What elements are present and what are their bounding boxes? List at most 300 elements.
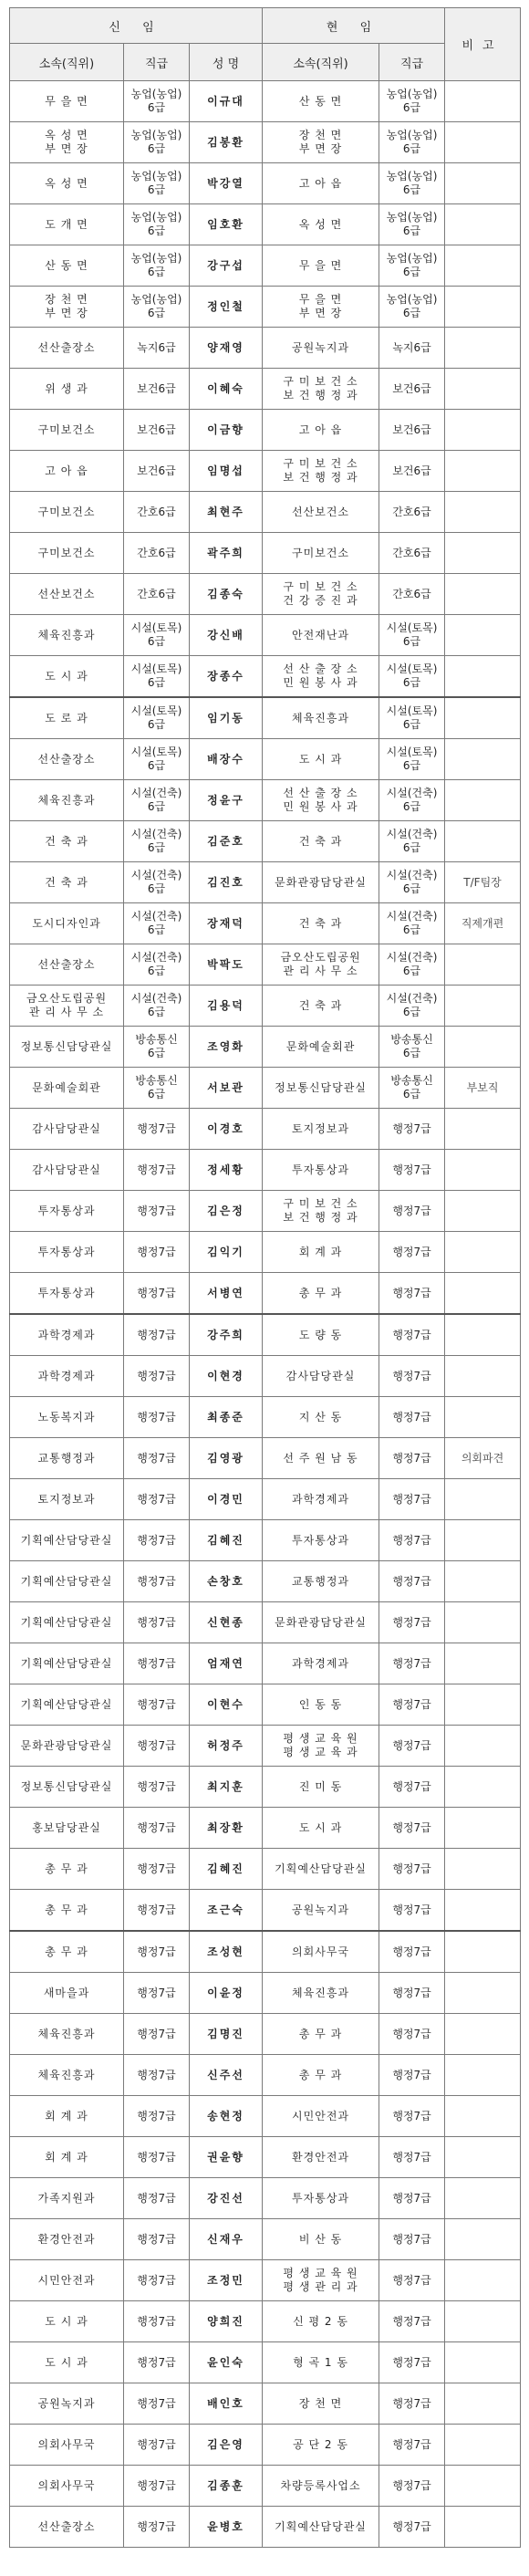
current-dept-cell: 기획예산담당관실 xyxy=(263,2507,379,2548)
current-rank-cell: 농업(농업) 6급 xyxy=(379,204,445,245)
name-cell: 박강열 xyxy=(190,163,263,204)
new-dept-cell: 토지정보과 xyxy=(10,1479,124,1520)
new-dept-cell: 구미보건소 xyxy=(10,533,124,574)
current-dept-cell: 정보통신담당관실 xyxy=(263,1068,379,1109)
new-dept-cell: 옥 성 면 부 면 장 xyxy=(10,122,124,163)
current-dept-cell: 회 계 과 xyxy=(263,1232,379,1273)
table-row xyxy=(10,1397,521,1438)
current-dept-cell: 총 무 과 xyxy=(263,1273,379,1315)
new-rank-cell: 행정7급 xyxy=(124,1561,190,1602)
name-cell: 김진호 xyxy=(190,862,263,903)
table-row xyxy=(10,245,521,287)
new-dept-cell: 도 시 과 xyxy=(10,2342,124,2383)
table-row xyxy=(10,2096,521,2137)
table-row xyxy=(10,1808,521,1849)
current-dept-cell: 시민안전과 xyxy=(263,2096,379,2137)
table-row xyxy=(10,287,521,328)
remark-cell xyxy=(445,1643,521,1684)
remark-cell xyxy=(445,944,521,986)
remark-cell: 부보직 xyxy=(445,1068,521,1109)
remark-cell xyxy=(445,204,521,245)
remark-cell xyxy=(445,1314,521,1356)
new-rank-cell: 행정7급 xyxy=(124,2055,190,2096)
name-cell: 최지훈 xyxy=(190,1767,263,1808)
current-rank-cell: 시설(건축) 6급 xyxy=(379,821,445,862)
current-dept-cell: 체육진흥과 xyxy=(263,697,379,739)
new-dept-cell: 선산출장소 xyxy=(10,739,124,780)
table-row xyxy=(10,533,521,574)
current-dept-cell: 옥 성 면 xyxy=(263,204,379,245)
table-body xyxy=(10,81,521,2548)
current-rank-cell: 행정7급 xyxy=(379,1520,445,1561)
name-cell: 엄재연 xyxy=(190,1643,263,1684)
new-rank-cell: 보건6급 xyxy=(124,369,190,410)
new-rank-cell: 간호6급 xyxy=(124,574,190,615)
new-rank-cell: 방송통신 6급 xyxy=(124,1068,190,1109)
current-rank-cell: 행정7급 xyxy=(379,1232,445,1273)
table-row xyxy=(10,1273,521,1315)
current-rank-cell: 행정7급 xyxy=(379,2219,445,2260)
new-rank-cell: 행정7급 xyxy=(124,1109,190,1150)
current-rank-cell: 행정7급 xyxy=(379,2014,445,2055)
new-dept-cell: 도 로 과 xyxy=(10,697,124,739)
new-rank-cell: 행정7급 xyxy=(124,2014,190,2055)
name-cell: 강주희 xyxy=(190,1314,263,1356)
table-row xyxy=(10,2507,521,2548)
name-cell: 권윤향 xyxy=(190,2137,263,2178)
remark-cell xyxy=(445,287,521,328)
personnel-table-wrapper xyxy=(9,7,520,2548)
new-dept-cell: 가족지원과 xyxy=(10,2178,124,2219)
name-cell: 최장환 xyxy=(190,1808,263,1849)
new-rank-cell: 농업(농업) 6급 xyxy=(124,163,190,204)
table-row xyxy=(10,944,521,986)
table-row xyxy=(10,1232,521,1273)
new-dept-cell: 정보통신담당관실 xyxy=(10,1767,124,1808)
new-rank-cell: 시설(토목) 6급 xyxy=(124,697,190,739)
current-rank-cell: 행정7급 xyxy=(379,2055,445,2096)
remark-cell xyxy=(445,1767,521,1808)
table-row xyxy=(10,1520,521,1561)
table-row xyxy=(10,2260,521,2301)
new-dept-cell: 기획예산담당관실 xyxy=(10,1684,124,1726)
current-rank-cell: 간호6급 xyxy=(379,492,445,533)
current-dept-cell: 장 천 면 부 면 장 xyxy=(263,122,379,163)
new-rank-cell: 농업(농업) 6급 xyxy=(124,245,190,287)
current-rank-cell: 행정7급 xyxy=(379,2425,445,2466)
new-rank-cell: 시설(건축) 6급 xyxy=(124,944,190,986)
new-dept-cell: 산 동 면 xyxy=(10,245,124,287)
table-row xyxy=(10,1027,521,1068)
remark-cell xyxy=(445,615,521,656)
current-rank-cell: 시설(토목) 6급 xyxy=(379,615,445,656)
remark-header: 비고 xyxy=(445,8,521,81)
new-dept-cell: 감사담당관실 xyxy=(10,1109,124,1150)
new-rank-cell: 행정7급 xyxy=(124,1849,190,1890)
remark-cell xyxy=(445,2014,521,2055)
table-row xyxy=(10,780,521,821)
current-rank-cell: 행정7급 xyxy=(379,1479,445,1520)
current-dept-cell: 무 을 면 xyxy=(263,245,379,287)
name-cell: 정인철 xyxy=(190,287,263,328)
new-rank-cell: 행정7급 xyxy=(124,1931,190,1973)
remark-cell xyxy=(445,2137,521,2178)
table-row xyxy=(10,2219,521,2260)
new-rank-cell: 행정7급 xyxy=(124,2301,190,2342)
new-dept-cell: 의회사무국 xyxy=(10,2466,124,2507)
current-rank-cell: 행정7급 xyxy=(379,1890,445,1932)
name-cell: 양재영 xyxy=(190,328,263,369)
current-rank-cell: 행정7급 xyxy=(379,1602,445,1643)
name-cell: 조성현 xyxy=(190,1931,263,1973)
current-rank-cell: 방송통신 6급 xyxy=(379,1027,445,1068)
name-cell: 윤인숙 xyxy=(190,2342,263,2383)
current-dept-cell: 문화예술회관 xyxy=(263,1027,379,1068)
remark-cell xyxy=(445,2260,521,2301)
remark-cell xyxy=(445,2466,521,2507)
table-row xyxy=(10,1726,521,1767)
remark-cell xyxy=(445,656,521,698)
table-row xyxy=(10,697,521,739)
remark-cell xyxy=(445,81,521,122)
remark-cell xyxy=(445,1849,521,1890)
name-cell: 이현수 xyxy=(190,1684,263,1726)
table-row xyxy=(10,903,521,944)
table-row xyxy=(10,1479,521,1520)
remark-cell xyxy=(445,369,521,410)
current-dept-cell: 환경안전과 xyxy=(263,2137,379,2178)
current-dept-cell: 문화관광담당관실 xyxy=(263,1602,379,1643)
new-rank-cell: 농업(농업) 6급 xyxy=(124,287,190,328)
current-rank-cell: 행정7급 xyxy=(379,1356,445,1397)
new-dept-cell: 문화관광담당관실 xyxy=(10,1726,124,1767)
new-rank-cell: 행정7급 xyxy=(124,1191,190,1232)
name-cell: 김혜진 xyxy=(190,1849,263,1890)
current-dept-cell: 공원녹지과 xyxy=(263,1890,379,1932)
name-cell: 박팍도 xyxy=(190,944,263,986)
current-rank-cell: 간호6급 xyxy=(379,574,445,615)
remark-cell xyxy=(445,1520,521,1561)
new-dept-cell: 선산출장소 xyxy=(10,2507,124,2548)
new-dept-cell: 홍보담당관실 xyxy=(10,1808,124,1849)
current-dept-cell: 구 미 보 건 소 보 건 행 정 과 xyxy=(263,451,379,492)
remark-cell xyxy=(445,2219,521,2260)
current-rank-cell: 행정7급 xyxy=(379,1931,445,1973)
remark-cell xyxy=(445,697,521,739)
current-rank-cell: 행정7급 xyxy=(379,1973,445,2014)
table-row xyxy=(10,1561,521,1602)
current-dept-cell: 선 산 출 장 소 민 원 봉 사 과 xyxy=(263,656,379,698)
new-dept-cell: 도 시 과 xyxy=(10,656,124,698)
new-dept-cell: 공원녹지과 xyxy=(10,2383,124,2425)
remark-cell xyxy=(445,328,521,369)
table-row xyxy=(10,328,521,369)
new-dept-cell: 장 천 면 부 면 장 xyxy=(10,287,124,328)
remark-cell: T/F팀장 xyxy=(445,862,521,903)
name-cell: 임기동 xyxy=(190,697,263,739)
new-dept-cell: 총 무 과 xyxy=(10,1931,124,1973)
name-cell: 신주선 xyxy=(190,2055,263,2096)
table-row xyxy=(10,2014,521,2055)
name-cell: 배장수 xyxy=(190,739,263,780)
remark-cell xyxy=(445,2383,521,2425)
table-row xyxy=(10,1150,521,1191)
table-row xyxy=(10,410,521,451)
current-dept-cell: 건 축 과 xyxy=(263,821,379,862)
current-rank-cell: 행정7급 xyxy=(379,1767,445,1808)
new-rank-cell: 행정7급 xyxy=(124,1397,190,1438)
new-dept-cell: 의회사무국 xyxy=(10,2425,124,2466)
new-dept-cell: 선산출장소 xyxy=(10,328,124,369)
name-cell: 김봉환 xyxy=(190,122,263,163)
name-cell: 이혜숙 xyxy=(190,369,263,410)
table-row xyxy=(10,1314,521,1356)
current-rank-cell: 행정7급 xyxy=(379,1561,445,1602)
name-cell: 강구섭 xyxy=(190,245,263,287)
current-rank-cell: 행정7급 xyxy=(379,1643,445,1684)
table-row xyxy=(10,2342,521,2383)
table-row xyxy=(10,1068,521,1109)
table-row xyxy=(10,986,521,1027)
remark-cell xyxy=(445,1684,521,1726)
new-rank-cell: 행정7급 xyxy=(124,2219,190,2260)
name-cell: 김은정 xyxy=(190,1191,263,1232)
current-rank-cell: 농업(농업) 6급 xyxy=(379,287,445,328)
new-dept-cell: 총 무 과 xyxy=(10,1890,124,1932)
new-dept-cell: 금오산도립공원 관 리 사 무 소 xyxy=(10,986,124,1027)
table-row xyxy=(10,1356,521,1397)
new-dept-cell: 선산보건소 xyxy=(10,574,124,615)
current-rank-cell: 행정7급 xyxy=(379,1191,445,1232)
name-cell: 김혜진 xyxy=(190,1520,263,1561)
current-rank-cell: 간호6급 xyxy=(379,533,445,574)
current-dept-cell: 건 축 과 xyxy=(263,903,379,944)
current-rank-header: 직급 xyxy=(379,44,445,81)
new-dept-cell: 환경안전과 xyxy=(10,2219,124,2260)
current-rank-cell: 행정7급 xyxy=(379,1808,445,1849)
table-row xyxy=(10,81,521,122)
current-rank-cell: 행정7급 xyxy=(379,1109,445,1150)
current-dept-cell: 도 시 과 xyxy=(263,739,379,780)
remark-cell xyxy=(445,1191,521,1232)
current-dept-cell: 무 을 면 부 면 장 xyxy=(263,287,379,328)
name-cell: 손창호 xyxy=(190,1561,263,1602)
name-cell: 윤병호 xyxy=(190,2507,263,2548)
remark-cell xyxy=(445,2507,521,2548)
current-rank-cell: 농업(농업) 6급 xyxy=(379,245,445,287)
name-cell: 이금향 xyxy=(190,410,263,451)
current-dept-cell: 구미보건소 xyxy=(263,533,379,574)
current-dept-cell: 공 단 2 동 xyxy=(263,2425,379,2466)
new-rank-cell: 행정7급 xyxy=(124,2096,190,2137)
remark-cell xyxy=(445,1273,521,1315)
table-row xyxy=(10,656,521,698)
current-rank-cell: 보건6급 xyxy=(379,451,445,492)
table-row xyxy=(10,1973,521,2014)
new-dept-cell: 옥 성 면 xyxy=(10,163,124,204)
current-rank-cell: 행정7급 xyxy=(379,2137,445,2178)
current-dept-cell: 건 축 과 xyxy=(263,986,379,1027)
table-row xyxy=(10,1849,521,1890)
new-dept-cell: 기획예산담당관실 xyxy=(10,1643,124,1684)
new-dept-cell: 투자통상과 xyxy=(10,1232,124,1273)
current-rank-cell: 행정7급 xyxy=(379,1397,445,1438)
current-dept-cell: 차량등록사업소 xyxy=(263,2466,379,2507)
table-row xyxy=(10,2137,521,2178)
table-row xyxy=(10,1890,521,1932)
current-rank-cell: 행정7급 xyxy=(379,2383,445,2425)
new-dept-cell: 체육진흥과 xyxy=(10,615,124,656)
new-rank-cell: 행정7급 xyxy=(124,1684,190,1726)
new-dept-cell: 문화예술회관 xyxy=(10,1068,124,1109)
current-rank-cell: 시설(건축) 6급 xyxy=(379,986,445,1027)
current-rank-cell: 녹지6급 xyxy=(379,328,445,369)
remark-cell xyxy=(445,780,521,821)
current-dept-cell: 신 평 2 동 xyxy=(263,2301,379,2342)
current-rank-cell: 보건6급 xyxy=(379,410,445,451)
table-row xyxy=(10,2301,521,2342)
table-row xyxy=(10,862,521,903)
table-row xyxy=(10,1602,521,1643)
current-dept-cell: 기획예산담당관실 xyxy=(263,1849,379,1890)
table-row xyxy=(10,1684,521,1726)
current-dept-cell: 총 무 과 xyxy=(263,2014,379,2055)
new-rank-cell: 행정7급 xyxy=(124,1643,190,1684)
name-cell: 정세황 xyxy=(190,1150,263,1191)
current-dept-cell: 고 아 읍 xyxy=(263,410,379,451)
new-dept-header: 소속(직위) xyxy=(10,44,124,81)
new-rank-cell: 행정7급 xyxy=(124,2383,190,2425)
new-dept-cell: 감사담당관실 xyxy=(10,1150,124,1191)
new-rank-cell: 시설(건축) 6급 xyxy=(124,862,190,903)
remark-cell xyxy=(445,492,521,533)
remark-cell xyxy=(445,451,521,492)
table-row xyxy=(10,1438,521,1479)
current-rank-cell: 행정7급 xyxy=(379,2342,445,2383)
new-rank-cell: 행정7급 xyxy=(124,1356,190,1397)
name-cell: 곽주희 xyxy=(190,533,263,574)
remark-cell xyxy=(445,986,521,1027)
remark-cell xyxy=(445,1890,521,1932)
new-rank-cell: 행정7급 xyxy=(124,1520,190,1561)
remark-cell xyxy=(445,2342,521,2383)
remark-cell xyxy=(445,2096,521,2137)
new-rank-cell: 방송통신 6급 xyxy=(124,1027,190,1068)
current-dept-cell: 교통행정과 xyxy=(263,1561,379,1602)
new-rank-cell: 행정7급 xyxy=(124,1726,190,1767)
table-row xyxy=(10,1931,521,1973)
new-dept-cell: 위 생 과 xyxy=(10,369,124,410)
new-rank-cell: 행정7급 xyxy=(124,1479,190,1520)
name-cell: 조영화 xyxy=(190,1027,263,1068)
new-dept-cell: 회 계 과 xyxy=(10,2096,124,2137)
new-rank-cell: 행정7급 xyxy=(124,1808,190,1849)
current-dept-cell: 토지정보과 xyxy=(263,1109,379,1150)
remark-cell xyxy=(445,1931,521,1973)
new-dept-cell: 교통행정과 xyxy=(10,1438,124,1479)
remark-cell xyxy=(445,2178,521,2219)
remark-cell xyxy=(445,1973,521,2014)
new-dept-cell: 정보통신담당관실 xyxy=(10,1027,124,1068)
current-dept-cell: 비 산 동 xyxy=(263,2219,379,2260)
current-dept-cell: 선 산 출 장 소 민 원 봉 사 과 xyxy=(263,780,379,821)
remark-cell xyxy=(445,739,521,780)
name-cell: 임호환 xyxy=(190,204,263,245)
remark-cell: 직제개편 xyxy=(445,903,521,944)
table-row xyxy=(10,821,521,862)
table-row xyxy=(10,1191,521,1232)
table-row xyxy=(10,492,521,533)
name-cell: 허정주 xyxy=(190,1726,263,1767)
new-rank-cell: 행정7급 xyxy=(124,1314,190,1356)
remark-cell xyxy=(445,1561,521,1602)
current-dept-cell: 투자통상과 xyxy=(263,1520,379,1561)
new-rank-cell: 행정7급 xyxy=(124,1767,190,1808)
name-cell: 김은영 xyxy=(190,2425,263,2466)
name-cell: 배인호 xyxy=(190,2383,263,2425)
remark-cell xyxy=(445,1356,521,1397)
current-dept-cell: 총 무 과 xyxy=(263,2055,379,2096)
remark-cell xyxy=(445,245,521,287)
name-cell: 정윤구 xyxy=(190,780,263,821)
new-rank-cell: 행정7급 xyxy=(124,2425,190,2466)
new-rank-cell: 시설(건축) 6급 xyxy=(124,780,190,821)
new-rank-cell: 행정7급 xyxy=(124,1602,190,1643)
remark-cell xyxy=(445,1232,521,1273)
current-dept-cell: 도 량 동 xyxy=(263,1314,379,1356)
current-dept-cell: 도 시 과 xyxy=(263,1808,379,1849)
current-rank-cell: 행정7급 xyxy=(379,1273,445,1315)
table-row xyxy=(10,739,521,780)
name-cell: 조정민 xyxy=(190,2260,263,2301)
new-dept-cell: 노동복지과 xyxy=(10,1397,124,1438)
current-dept-cell: 평 생 교 육 원 평 생 교 육 과 xyxy=(263,1726,379,1767)
table-row xyxy=(10,2466,521,2507)
new-dept-cell: 기획예산담당관실 xyxy=(10,1561,124,1602)
current-rank-cell: 행정7급 xyxy=(379,2507,445,2548)
table-row xyxy=(10,1643,521,1684)
remark-cell xyxy=(445,1150,521,1191)
new-rank-cell: 녹지6급 xyxy=(124,328,190,369)
current-rank-cell: 행정7급 xyxy=(379,2466,445,2507)
remark-cell xyxy=(445,1479,521,1520)
table-row xyxy=(10,163,521,204)
new-dept-cell: 과학경제과 xyxy=(10,1314,124,1356)
new-rank-cell: 행정7급 xyxy=(124,1438,190,1479)
new-dept-cell: 새마을과 xyxy=(10,1973,124,2014)
table-row xyxy=(10,2178,521,2219)
current-rank-cell: 행정7급 xyxy=(379,2096,445,2137)
new-dept-cell: 체육진흥과 xyxy=(10,2055,124,2096)
new-dept-cell: 고 아 읍 xyxy=(10,451,124,492)
new-dept-cell: 도 시 과 xyxy=(10,2301,124,2342)
new-dept-cell: 시민안전과 xyxy=(10,2260,124,2301)
new-dept-cell: 투자통상과 xyxy=(10,1191,124,1232)
name-cell: 서병연 xyxy=(190,1273,263,1315)
remark-cell xyxy=(445,163,521,204)
new-rank-cell: 시설(건축) 6급 xyxy=(124,821,190,862)
table-row xyxy=(10,615,521,656)
name-cell: 최현주 xyxy=(190,492,263,533)
table-row xyxy=(10,369,521,410)
current-rank-cell: 행정7급 xyxy=(379,1849,445,1890)
new-dept-cell: 도 개 면 xyxy=(10,204,124,245)
new-rank-cell: 보건6급 xyxy=(124,410,190,451)
new-rank-cell: 행정7급 xyxy=(124,2178,190,2219)
current-rank-cell: 행정7급 xyxy=(379,1438,445,1479)
new-rank-cell: 행정7급 xyxy=(124,2260,190,2301)
new-dept-cell: 체육진흥과 xyxy=(10,2014,124,2055)
